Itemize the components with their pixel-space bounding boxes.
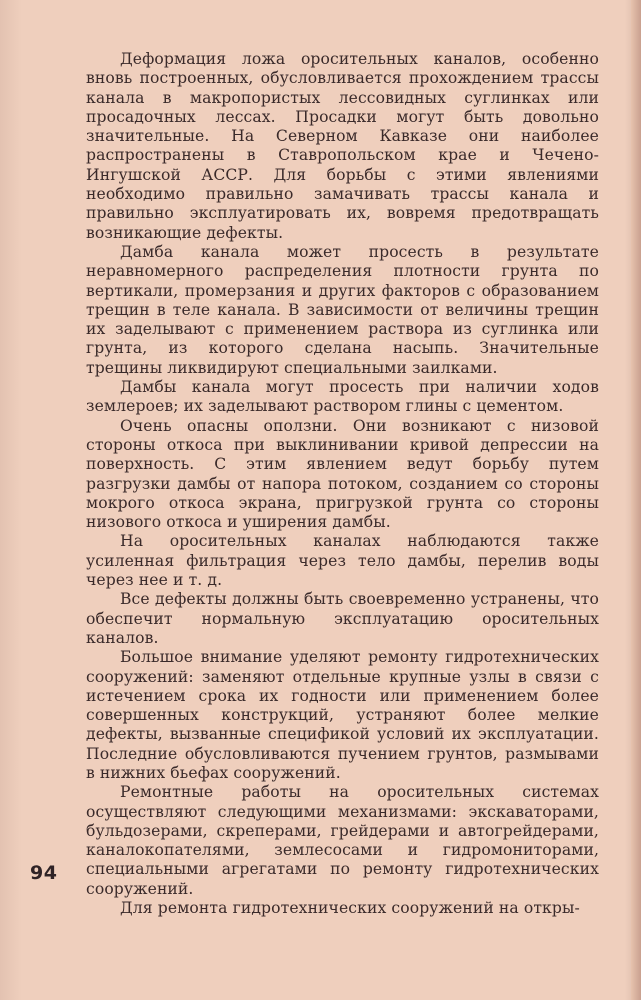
paragraph-7: Большое внимание уделяют ремонту гидротехнических сооружений: заменяют отдельные крупные узлы в связи с истечением срока их годности или применением более совершенных конструкций, устраняют более мелкие дефекты, вызванные спецификой условий их эксплуатации. Последние обусловливаются пучением грунтов, размывами в нижних бьефах сооружений. [86,648,599,782]
paragraph-9: Для ремонта гидротехнических сооружений на откры- [120,899,580,918]
paragraph-6: Все дефекты должны быть своевременно устранены, что обеспечит нормальную эксплуатацию оросительных каналов. [86,590,599,647]
body-text [86,50,599,918]
paragraph-3: Дамбы канала могут просесть при наличии ходов землероев; их заделывают раствором глины с цементом. [86,378,599,416]
paragraph-1: Деформация ложа оросительных каналов, особенно вновь построенных, обусловливается прохождением трассы канала в макропористых лессовидных суглинках или просадочных лессах. Просадки могут быть довольно значительные. На Северном Кавказе они наиболее распространены в Ставропольском крае и Чечено-Ингушской АССР. Для борьбы с этими явлениями необходимо правильно замачивать трассы канала и правильно эксплуатировать их, вовремя предотвращать возникающие дефекты. [86,50,599,242]
paragraph-2: Дамба канала может просесть в результате неравномерного распределения плотности грунта по вертикали, промерзания и других факторов с образованием трещин в теле канала. В зависимости от величины трещин их заделывают с применением раствора из суглинка или грунта, из которого сделана насыпь. Значительные трещины ликвидируют специальными заилками. [86,242,599,377]
paragraph-4: Очень опасны оползни. Они возникают с низовой стороны откоса при выклинивании кривой депрессии на поверхность. С этим явлением ведут борьбу путем разгрузки дамбы от напора потоком, созданием со стороны мокрого откоса экрана, пригрузкой грунта со стороны низового откоса и уширения дамбы. [86,416,599,532]
paragraph-8: Ремонтные работы на оросительных системах осуществляют следующими механизмами: экскаваторами, бульдозерами, скреперами, грейдерами и автогрейдерами, каналокопателями, землесосами и гидромониторами, специальными агрегатами по ремонту гидротехнических сооружений. [86,783,599,898]
paragraph-5: На оросительных каналах наблюдаются также усиленная фильтрация через тело дамбы, перелив воды через нее и т. д. [86,532,599,590]
page-number: 94 [30,862,58,884]
page-edge-shadow [631,0,641,1000]
